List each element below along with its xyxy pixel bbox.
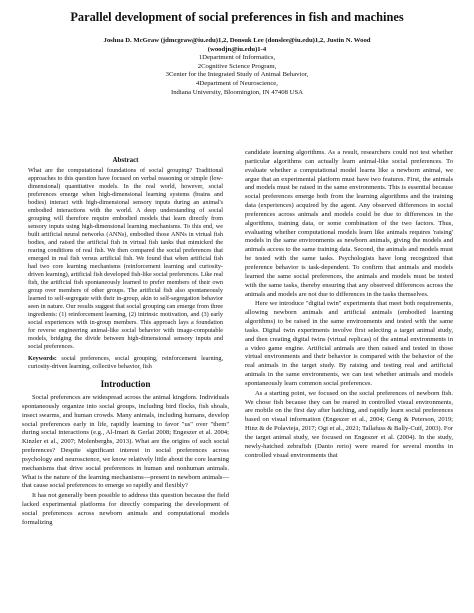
right-column (245, 149, 453, 461)
affiliation-1: 1Department of Informatics, (198, 54, 276, 62)
keywords-text: social preferences, social grouping, reinforcement learning, curiosity-driven learning, collective behavior, fish (28, 355, 223, 370)
abstract-heading: Abstract (112, 156, 139, 164)
right-paragraph-3: As a starting point, we focused on the social preferences of newborn fish. We chose fish because they can be reared in controlled visual environments, are mobile on the first day after hatching, and rapidly learn social preferences based on visual information (Engeszer et al., 2004; Geng & Peterson, 2019; Hinz & de Polavieja, 2017; Ogi et al., 2021; Tallafuss & Bally-Cuif, 2003). For the target animal study, we focused on Engeszer et al. (2004). In the study, newly-hatched zebrafish (Danio rerio) were reared for several months in controlled visual environments that (245, 389, 453, 459)
intro-paragraph-2: It has not generally been possible to address this question because the field lacked experimental platforms for directly comparing the development of social preferences across newborn animals and computational models formalizing (22, 492, 229, 526)
right-paragraph-1: candidate learning algorithms. As a result, researchers could not test whether particular algorithms can actually learn animal-like social preferences. To evaluate whether a computational model learns like a newborn animal, we argue that an experimental platform must have two features. First, the animals and models must be raised in the same environments. This is essential because social preferences emerge both from the learning algorithms and the training data (experiences) acquired by the agent. Any observed differences in social preferences across animals and models could be due to differences in the algorithms, training data, or some combination of the two factors. Thus, evaluating whether computational models learn like animals requires 'raising' models in the same environments as newborn animals, giving the models and animals access to the same training data. Second, the animals and models must be tested with the same tasks. Psychologists have long recognized that preference behavior is task-dependent. To confirm that animals and models learned the same social preferences, the animals and models must be tested with the same tasks, thereby ensuring that any observed differences across the animals and models are not due to differences in the tasks themselves. (245, 149, 453, 298)
affiliation-university: Indiana University, Bloomington, IN 47408 USA (170, 88, 303, 96)
paper-title: Parallel development of social preferences in fish and machines (70, 10, 404, 24)
left-column (22, 156, 229, 528)
affiliation-2: 2Cognitive Science Program, (197, 62, 277, 70)
affiliation-3: 3Center for the Integrated Study of Animal Behavior, (165, 71, 309, 79)
authors-line-1: Joshua D. McGraw (jdmcgraw@iu.edu)1,2, Donsuk Lee (donslee@iu.edu)1,2, Justin N. Wood (103, 37, 371, 44)
authors-line-2: (woodjn@iu.edu)1-4 (207, 45, 267, 53)
abstract-text: What are the computational foundations of social grouping? Traditional approaches to this question have focused on verbal reasoning or simple (low-dimensional) quantitative models. In the real world, however, social preferences emerge when high-dimensional learning systems (brains and bodies) interact with high-dimensional sensory inputs during an animal's embodied interactions with the world. A deep understanding of social grouping will therefore require embodied models that learn directly from sensory inputs using high-dimensional learning mechanisms. To this end, we built artificial neural networks (ANNs), embodied those ANNs in virtual fish bodies, and raised the artificial fish in virtual fish tanks that mimicked the rearing conditions of real fish. We then compared the social preferences that emerged in real fish versus artificial fish. We found that when artificial fish had two core learning mechanisms (reinforcement learning and curiosity-driven learning), artificial fish developed fish-like social preferences. Like real fish, the artificial fish spontaneously learned to prefer members of their own group over members of other groups. The artificial fish also spontaneously learned to self-segregate with their in-group, akin to self-segregation behavior seen in nature. Our results suggest that social grouping can emerge from three ingredients: (1) reinforcement learning, (2) intrinsic motivation, and (3) early social experiences with in-group members. This approach lays a foundation for reverse engineering animal-like social behavior with image-computable models, bridging the divide between high-dimensional sensory inputs and social preferences. (28, 167, 223, 350)
intro-paragraph-1: Social preferences are widespread across the animal kingdom. Individuals spontaneously organize into social groups, including bird flocks, fish shoals, insect swarms, and human crowds. Many animals, including humans, develop social preferences early in life, rapidly learning to favor "us" over "them" during social interactions (e.g., Al-Imari & Gerlai 2008; Engeszer et al. 2004; Kinzler et al., 2007; Molenberghs, 2013). What are the origins of such social preferences? Despite significant interest in social preferences across psychology and neuroscience, we know relatively little about the core learning mechanisms that drive social preferences in human and nonhuman animals. What is the nature of the learning mechanisms—present in newborn animals—that cause social preferences to emerge so rapidly and flexibly? (22, 394, 229, 490)
right-paragraph-2: Here we introduce "digital twin" experiments that meet both requirements, allowing newborn animals and artificial animals (embodied learning algorithms) to be raised in the same environments and tested with the same tasks. Digital twin experiments involve first selecting a target animal study, and then creating digital twins (virtual replicas) of the animal environments in a video game engine. Artificial animals are then raised and tested in those virtual environments and their behavior is compared with the behavior of the real animals in the target study. By raising and testing real and artificial animals in the same environments, we can test whether animals and models spontaneously learn common social preferences. (245, 300, 453, 387)
keywords-label: Keywords: (28, 355, 57, 362)
introduction-heading: Introduction (100, 379, 151, 389)
author-block (20, 37, 454, 97)
keywords (22, 355, 229, 371)
affiliation-4: 4Department of Neuroscience, (196, 79, 278, 87)
